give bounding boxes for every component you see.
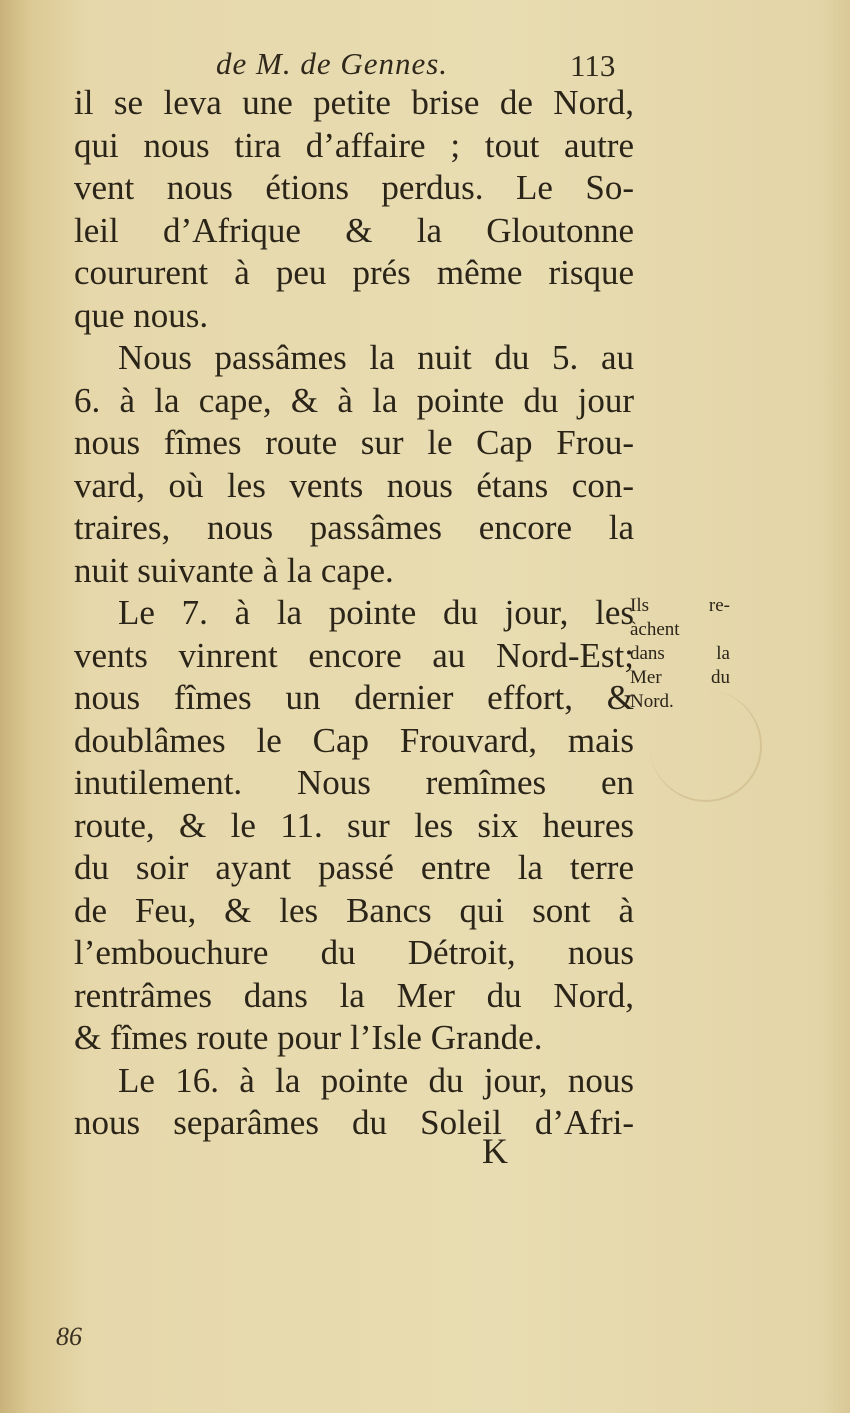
text-line: 6. à la cape, & à la pointe du jour xyxy=(74,380,634,420)
text-line: leil d’Afrique & la Gloutonne xyxy=(74,210,634,250)
text-line: du soir ayant passé entre la terre xyxy=(74,848,634,887)
signature-mark: K xyxy=(482,1131,508,1171)
text-line: & fîmes route pour l’Isle Grande. xyxy=(74,1018,543,1057)
text-line: doublâmes le Cap Frouvard, mais xyxy=(74,720,634,760)
margin-note-line: dans la xyxy=(630,643,730,664)
text-line: nuit suivante à la cape. xyxy=(74,550,394,590)
text-line: coururent à peu prés même risque xyxy=(74,253,634,292)
running-head: de M. de Gennes. xyxy=(216,46,449,81)
text-line: nous separâmes du Soleil d’Afri- xyxy=(74,1103,634,1142)
page-number: 113 xyxy=(570,48,616,83)
text-line: vent nous étions perdus. Le So- xyxy=(74,168,634,207)
text-line: Nous passâmes la nuit du 5. au xyxy=(118,338,634,377)
text-line: nous fîmes un dernier effort, & xyxy=(74,678,634,717)
text-line: l’embouchure du Détroit, nous xyxy=(74,933,634,972)
margin-note-line: àchent xyxy=(630,619,680,640)
page-header xyxy=(0,38,850,88)
text-line: que nous. xyxy=(74,295,209,335)
text-line: vents vinrent encore au Nord-Est; xyxy=(74,635,634,675)
paper-stain xyxy=(650,690,762,802)
text-line: qui nous tira d’affaire ; tout autre xyxy=(74,125,634,165)
text-line: traires, nous passâmes encore la xyxy=(74,508,634,547)
text-line: Le 16. à la pointe du jour, nous xyxy=(118,1060,634,1100)
text-line: vard, où les vents nous étans con- xyxy=(74,465,634,505)
margin-note-line: Nord. xyxy=(630,691,674,712)
text-line: inutilement. Nous remîmes en xyxy=(74,763,634,802)
body-text xyxy=(74,82,634,1145)
text-line: Le 7. à la pointe du jour, les xyxy=(118,593,634,632)
text-line: route, & le 11. sur les six heures xyxy=(74,805,634,845)
text-line: rentrâmes dans la Mer du Nord, xyxy=(74,975,634,1015)
text-line: de Feu, & les Bancs qui sont à xyxy=(74,890,634,930)
folio-mark: 86 xyxy=(56,1322,82,1351)
margin-note-line: Mer du xyxy=(630,667,730,688)
margin-note-line: Ils re- xyxy=(630,595,730,616)
text-line: nous fîmes route sur le Cap Frou- xyxy=(74,423,634,462)
text-line: il se leva une petite brise de Nord, xyxy=(74,83,634,122)
